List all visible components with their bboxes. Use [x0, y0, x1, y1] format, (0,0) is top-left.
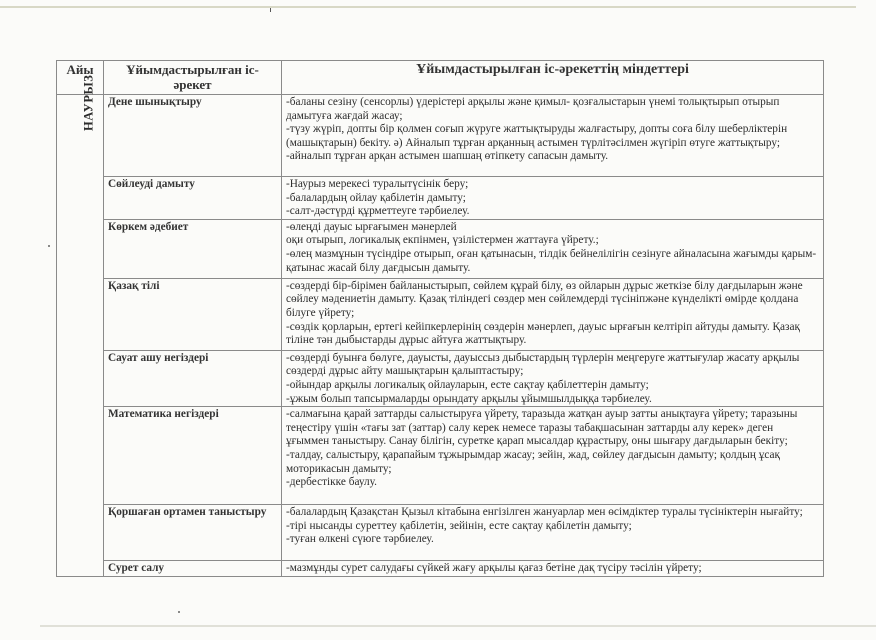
task-item: -Наурыз мерекесі туралытүсінік беру; — [286, 178, 469, 190]
task-item: -ұжым болып тапсырмаларды орындату арқылы ұйымшылдыққа тәрбиелеу. — [286, 392, 652, 405]
header-month: Айы — [57, 61, 104, 95]
activity-tasks — [282, 219, 824, 278]
task-item: -өлең мазмұнын түсіндіре отырып, оған қатынасын, тілдік бейнелілігін сезінуге айналасына жағымды қарым-қатынас жасай білу дағдысын дамыту. — [286, 247, 817, 274]
task-item: -салт-дәстүрді құрметтеуге тәрбиелеу. — [286, 205, 470, 218]
table-header-row — [57, 61, 824, 95]
activity-name: Қоршаған ортамен таныстыру — [104, 505, 282, 561]
activity-name: Сурет салу — [104, 561, 282, 577]
activity-tasks — [282, 561, 824, 577]
header-tasks: Ұйымдастырылған іс-әрекеттің міндеттері — [282, 61, 824, 95]
activity-name: Дене шынықтыру — [104, 95, 282, 177]
task-item: -балалардың ойлау қабілетін дамыту; — [286, 191, 466, 204]
activity-tasks — [282, 278, 824, 350]
task-item: -талдау, салыстыру, қарапайым тұжырымдар жасау; зейін, жад, сөйлеу дағдысын дамыту; қолдың ұсақ моторикасын дамыту; — [286, 448, 781, 475]
table-row — [57, 278, 824, 350]
scan-bottom-edge — [40, 625, 876, 627]
table-row — [57, 95, 824, 177]
task-item: оқи отырып, логикалық екпінмен, үзілістермен жаттауға үйрету.; — [286, 234, 599, 247]
task-item: -айналып тұрған арқан астымен шапшаң өтіпкету сапасын дамыту. — [286, 150, 609, 163]
task-item: -сөздерді буынға бөлуге, дауысты, дауыссыз дыбыстардың түрлерін меңгеруге жаттығулар жасату арқылы сөздерді дұрыс айту машықтарын қалыптастыру; — [286, 351, 800, 378]
activity-tasks — [282, 407, 824, 505]
task-item: -мазмұнды сурет салудағы сүйкей жағу арқылы қағаз бетіне дақ түсіру тәсілін үйрету; — [286, 562, 702, 575]
activity-tasks — [282, 95, 824, 177]
header-activity: Ұйымдастырылған іс-әрекет — [104, 61, 282, 95]
task-item: -баланы сезіну (сенсорлы) үдерістері арқылы және қимыл- қозғалыстарын үнемі толықтырып отырып дамытуға жағдай жасау; — [286, 96, 780, 122]
task-item: -туған өлкені сүюге тәрбиелеу. — [286, 533, 434, 546]
table-row — [57, 561, 824, 577]
task-item: -сөздік қорларын, ертегі кейіпкерлерінің сөздерін мәнерлеп, дауыс ырғағын келтіріп айтуды дамыту. Қазақ тіліне тән дыбыстарды дұрыс айтуға жаттықтыру. — [286, 320, 800, 347]
scan-top-edge — [0, 6, 856, 8]
activity-tasks — [282, 505, 824, 561]
task-item: -түзу жүріп, допты бір қолмен соғып жүруге жаттықтыруды жалғастыру, допты соға білу шеберліктерін (машықтарын) бекіту. ә) Айналып тұрған арқанның астымен түрлітәсілмен жүгіріп өтуге жаттықтыру; — [286, 123, 788, 149]
activity-plan-table — [56, 60, 824, 577]
activity-name: Көркем әдебиет — [104, 219, 282, 278]
scan-mark — [270, 8, 271, 12]
task-item: -салмағына қарай заттарды салыстыруға үйрету, таразыда жатқан ауыр затты анықтауға үйрету; таразыны теңестіру үшін «тағы зат (заттар) салу керек немесе таразы табақшасынан заттарды алу керек» деген ұғыммен таныстыру. Санау білігін, суретке қарап мысалдар құрастыру, оны шығару дағдыларын бекіту; — [286, 408, 798, 448]
activity-name: Сауат ашу негіздері — [104, 350, 282, 406]
task-item: -тірі нысанды суреттеу қабілетін, зейінін, есте сақтау қабілетін дамыту; — [286, 519, 632, 532]
task-item: -сөздерді бір-бірімен байланыстырып, сөйлем құрай білу, өз ойларын дұрыс жеткізе білу дағдыларын және сөйлеу мәдениетін дамыту. Қазақ тіліндегі сөздер мен сөйлемдерді түсініпжәне күнделікті өмірде қолдана білуге үйрету; — [286, 279, 803, 319]
activity-name: Математика негіздері — [104, 407, 282, 505]
table-row — [57, 505, 824, 561]
table-row — [57, 219, 824, 278]
scan-speck — [48, 245, 50, 247]
task-item: -өлеңді дауыс ырғағымен мәнерлей — [286, 220, 457, 233]
task-item: -ойындар арқылы логикалық ойлауларын, есте сақтау қабілеттерін дамыту; — [286, 378, 649, 391]
task-item: -балалардың Қазақстан Қызыл кітабына енгізілген жануарлар мен өсімдіктер туралы түсініктерін нығайту; — [286, 506, 803, 519]
month-cell — [57, 74, 104, 577]
table-row — [57, 407, 824, 505]
task-item: -дербестікке баулу. — [286, 476, 378, 489]
table-row — [57, 177, 824, 220]
table-row — [57, 350, 824, 406]
activity-tasks — [282, 177, 824, 220]
activity-name: Қазақ тілі — [104, 278, 282, 350]
activity-name: Сөйлеуді дамыту — [104, 177, 282, 220]
scan-speck — [178, 611, 180, 613]
month-label: НАУРЫЗ — [81, 74, 96, 131]
activity-tasks — [282, 350, 824, 406]
